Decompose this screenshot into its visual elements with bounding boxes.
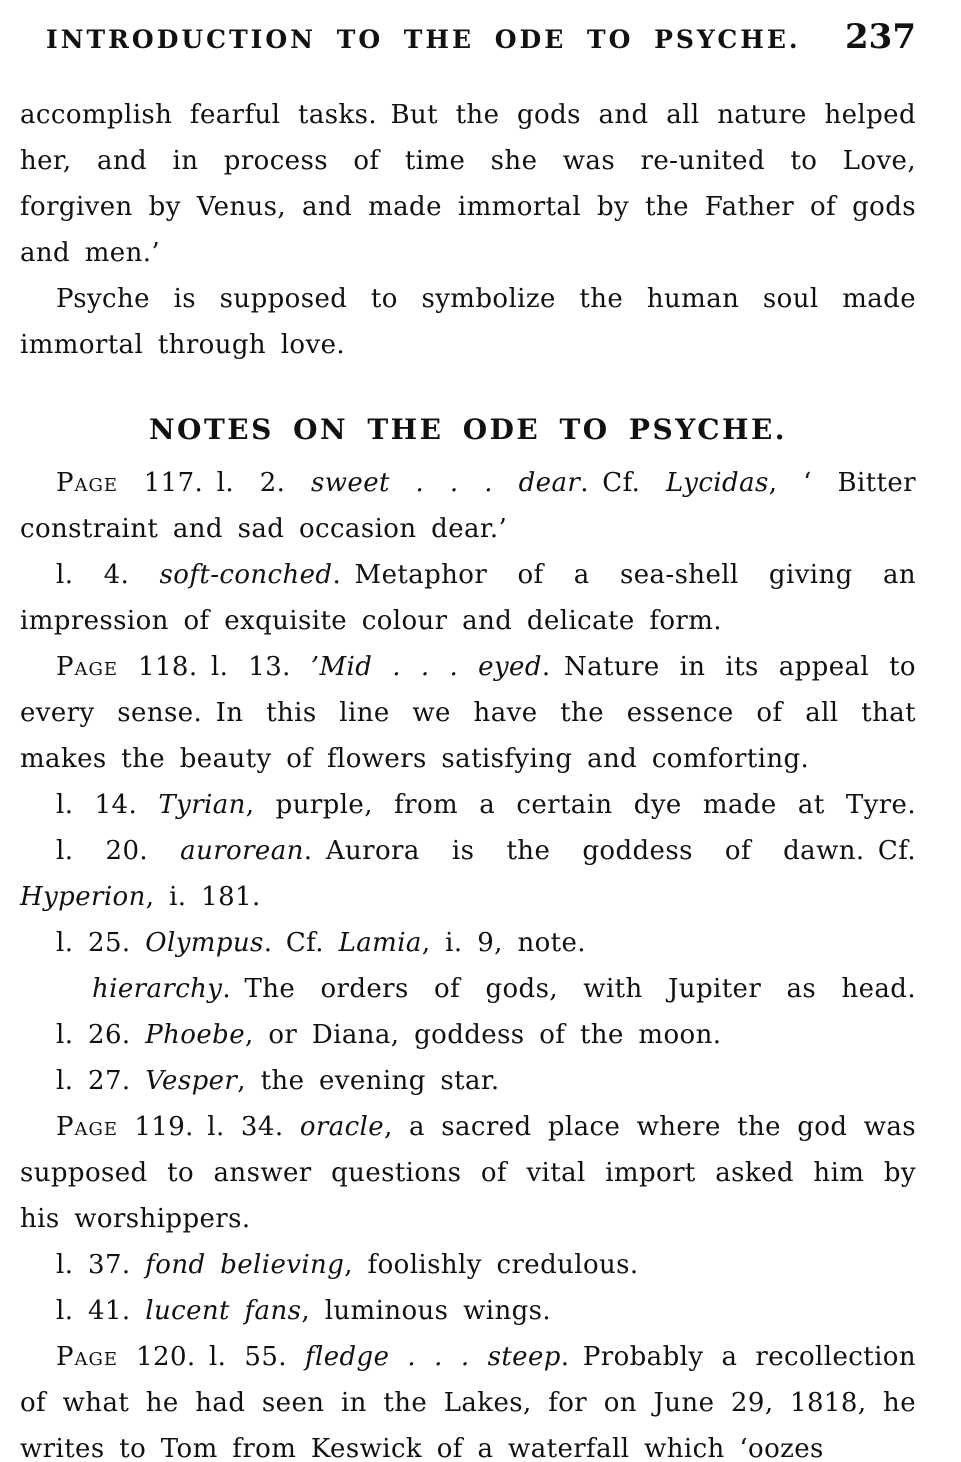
text-segment: Tyrian xyxy=(158,790,246,820)
text-segment: aurorean xyxy=(180,836,304,866)
text-segment: ’Mid . . . eyed xyxy=(310,652,542,682)
note-item xyxy=(20,552,916,644)
text-segment: . The orders of gods, with Jupiter as head. xyxy=(222,974,916,1004)
text-segment: , or Diana, goddess of the moon. xyxy=(244,1020,722,1050)
text-segment: l. 27. xyxy=(56,1066,146,1096)
text-segment: . Nature in its appeal to every sense. In this line we have the essence of all that makes the beauty of flowers satisfying and comforting. xyxy=(20,652,916,774)
text-segment: 119. l. 34. xyxy=(118,1112,300,1142)
text-segment: hierarchy xyxy=(92,974,223,1004)
page-number: 237 xyxy=(845,17,916,57)
text-segment: Page xyxy=(56,1112,119,1142)
text-segment: oracle xyxy=(299,1112,385,1142)
text-segment: fond believing xyxy=(145,1250,345,1280)
text-segment: soft-conched xyxy=(159,560,333,590)
text-segment: Olympus xyxy=(145,928,264,958)
note-item xyxy=(20,828,916,920)
text-segment: . Metaphor of a sea-shell giving an impression of exquisite colour and delicate form. xyxy=(20,560,916,636)
intro-paragraph xyxy=(20,276,916,368)
text-segment: Hyperion xyxy=(20,882,146,912)
text-segment: , foolishly credulous. xyxy=(344,1250,639,1280)
text-segment: 120. l. 55. xyxy=(118,1342,305,1372)
text-segment: 118. l. 13. xyxy=(118,652,311,682)
note-item xyxy=(20,782,916,828)
text-segment: Psyche is supposed to symbolize the human soul made immortal through love. xyxy=(20,284,916,360)
text-segment: l. 37. xyxy=(56,1250,146,1280)
text-segment: l. 25. xyxy=(56,928,146,958)
text-segment: , ‘ Bitter constraint and sad occasion dear.’ xyxy=(20,468,916,544)
text-segment: . Aurora is the goddess of dawn. Cf. xyxy=(303,836,916,866)
text-segment: Page xyxy=(56,468,119,498)
text-segment: , a sacred place where the god was supposed to answer questions of vital import asked him by his worshippers. xyxy=(20,1112,916,1234)
text-segment: sweet . . . dear xyxy=(311,468,581,498)
note-item xyxy=(20,920,916,966)
text-segment: Vesper xyxy=(145,1066,238,1096)
text-segment: , i. 181. xyxy=(145,882,261,912)
text-segment: accomplish fearful tasks. But the gods and all nature helped her, and in process of time she was re-united to Love, forgiven by Venus, and made immortal by the Father of gods and men.’ xyxy=(20,100,916,268)
text-segment: l. 41. xyxy=(56,1296,146,1326)
text-segment: Page xyxy=(56,1342,119,1372)
text-segment: 117. l. 2. xyxy=(118,468,312,498)
text-segment: Page xyxy=(56,652,119,682)
text-segment: , purple, from a certain dye made at Tyre. xyxy=(245,790,916,820)
text-segment: . Probably a recollection of what he had seen in the Lakes, for on June 29, 1818, he writes to Tom from Keswick of a waterfall which ‘oozes xyxy=(20,1342,916,1462)
text-segment: Lycidas xyxy=(666,468,769,498)
note-item xyxy=(20,460,916,552)
text-segment: , luminous wings. xyxy=(301,1296,552,1326)
text-segment: lucent fans xyxy=(145,1296,302,1326)
text-segment: fledge . . . steep xyxy=(304,1342,561,1372)
text-segment: . Cf. xyxy=(263,928,339,958)
note-item xyxy=(20,1012,916,1058)
text-segment: . Cf. xyxy=(580,468,667,498)
note-item xyxy=(20,1104,916,1242)
text-segment: Lamia xyxy=(338,928,422,958)
text-segment: Phoebe xyxy=(145,1020,245,1050)
text-segment: l. 4. xyxy=(56,560,160,590)
page-header xyxy=(20,0,916,57)
text-segment: l. 14. xyxy=(56,790,159,820)
running-title: INTRODUCTION TO THE ODE TO PSYCHE. xyxy=(46,25,801,54)
text-segment: l. 26. xyxy=(56,1020,146,1050)
text-segment: , i. 9, note. xyxy=(421,928,586,958)
notes-section-heading: NOTES ON THE ODE TO PSYCHE. xyxy=(148,413,788,446)
text-segment: , the evening star. xyxy=(237,1066,500,1096)
intro-paragraph xyxy=(20,92,916,276)
note-item xyxy=(20,1242,916,1288)
note-item xyxy=(20,644,916,782)
note-item xyxy=(20,966,916,1012)
note-item xyxy=(20,1058,916,1104)
note-item xyxy=(20,1288,916,1334)
text-segment: l. 20. xyxy=(56,836,181,866)
note-item xyxy=(20,1334,916,1462)
